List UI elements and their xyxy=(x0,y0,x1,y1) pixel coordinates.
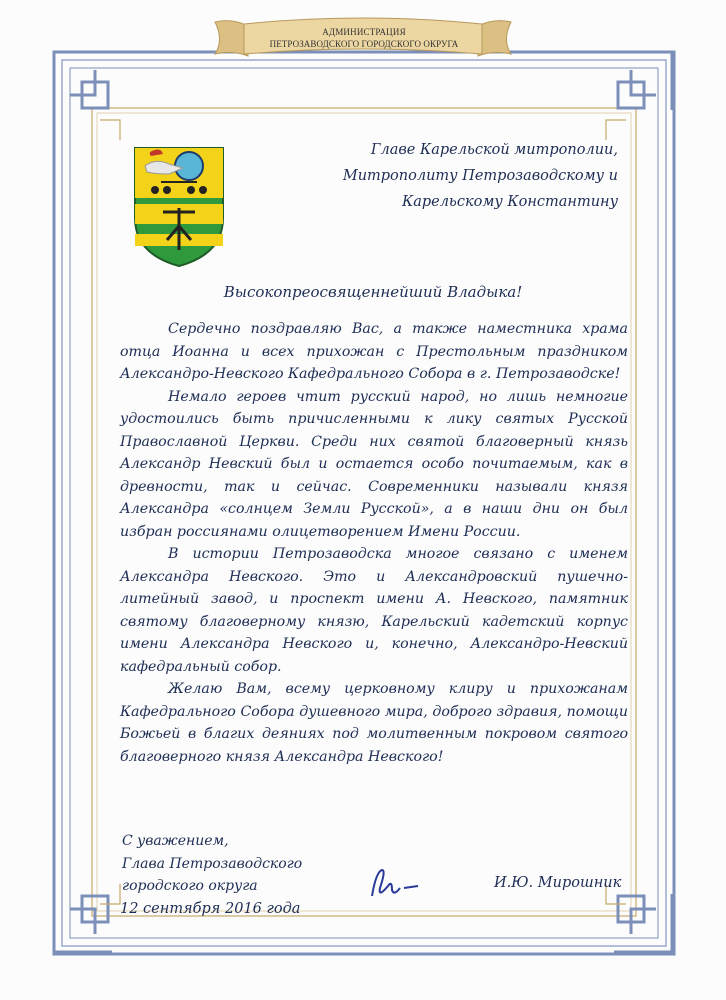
signoff-line-2: Глава Петрозаводского xyxy=(122,855,303,872)
letter-body xyxy=(120,318,628,768)
paragraph-1: Сердечно поздравляю Вас, а также наместника храма отца Иоанна и всех прихожан с Престольным праздником Александро-Невского Кафедрального Собора в г. Петрозаводске! xyxy=(120,321,628,382)
signer-name: И.Ю. Мирошник xyxy=(494,875,622,891)
paragraph-4: Желаю Вам, всему церковному клиру и прихожанам Кафедрального Собора душевного мира, доброго здравия, помощи Божьей в благих деяниях под молитвенным покровом святого благоверного князя Александра Невского! xyxy=(120,681,628,765)
addressee-line-1: Главе Карельской митрополии, xyxy=(370,142,618,158)
salutation: Высокопреосвященнейший Владыка! xyxy=(223,283,523,301)
addressee-line-2: Митрополиту Петрозаводскому и xyxy=(342,168,618,184)
signoff-line-1: С уважением, xyxy=(122,833,229,849)
paragraph-3: В истории Петрозаводска многое связано с именем Александра Невского. Это и Александровский пушечно-литейный завод, и проспект имени А. Невского, памятник святому благоверному князю, Карельский кадетский корпус имени Александра Невского и, конечно, Александро-Невский кафедральный собор. xyxy=(120,546,628,675)
addressee-block xyxy=(318,137,618,215)
header-line-2: ПЕТРОЗАВОДСКОГО ГОРОДСКОГО ОКРУГА xyxy=(269,39,459,49)
signoff-block xyxy=(122,830,342,898)
addressee-line-3: Карельскому Константину xyxy=(401,194,618,210)
paragraph-2: Немало героев чтит русский народ, но лишь немногие удостоились быть причисленными к лику святых Русской Православной Церкви. Среди них святой благоверный князь Александр Невский был и остается особо почитаемым, как в древности, так и сейчас. Современники называли князя Александра «солнцем Земли Русской», а в наши дни он был избран россиянами олицетворением Имени России. xyxy=(120,388,628,540)
header-banner xyxy=(248,14,480,56)
signoff-line-3: городского округа xyxy=(122,878,258,894)
coat-of-arms-icon xyxy=(133,146,225,268)
header-line-1: АДМИНИСТРАЦИЯ xyxy=(322,27,406,37)
signature-icon xyxy=(366,866,426,906)
letter-date: 12 сентября 2016 года xyxy=(120,901,301,917)
